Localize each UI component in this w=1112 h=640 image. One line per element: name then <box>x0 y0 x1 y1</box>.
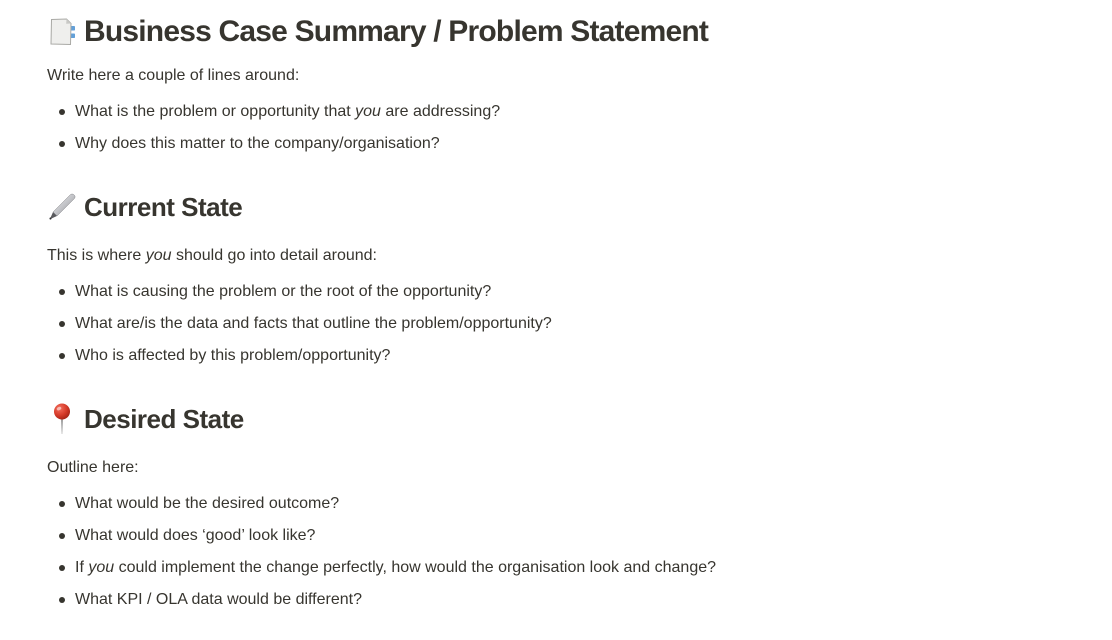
list-item: If you could implement the change perfectly, how would the organisation look and change? <box>47 552 1052 584</box>
section-intro: Outline here: <box>47 459 139 476</box>
page-title <box>47 12 1052 52</box>
bullet-list <box>47 488 1052 616</box>
list-item: What KPI / OLA data would be different? <box>47 584 1052 616</box>
section-intro: Write here a couple of lines around: <box>47 67 300 84</box>
section-desired-state <box>47 402 1052 616</box>
list-item: What is causing the problem or the root of the opportunity? <box>47 276 1052 308</box>
section-heading-current-state <box>47 190 1052 224</box>
section-current-state <box>47 190 1052 372</box>
section-heading-text: Desired State <box>84 404 244 434</box>
section-business-case-summary <box>47 12 1052 160</box>
list-item: Why does this matter to the company/organisation? <box>47 128 1052 160</box>
page-title-text: Business Case Summary / Problem Statement <box>84 15 709 48</box>
list-item: Who is affected by this problem/opportunity? <box>47 340 1052 372</box>
list-item: What are/is the data and facts that outline the problem/opportunity? <box>47 308 1052 340</box>
bullet-list <box>47 96 1052 160</box>
round-pushpin-icon <box>47 403 77 436</box>
bullet-list <box>47 276 1052 372</box>
section-intro: This is where you should go into detail around: <box>47 247 377 264</box>
pen-icon <box>47 192 77 222</box>
section-heading-text: Current State <box>84 192 243 222</box>
list-item: What would be the desired outcome? <box>47 488 1052 520</box>
list-item: What would does ‘good’ look like? <box>47 520 1052 552</box>
section-heading-desired-state <box>47 402 1052 436</box>
bookmark-tabs-icon <box>47 17 77 47</box>
list-item: What is the problem or opportunity that you are addressing? <box>47 96 1052 128</box>
